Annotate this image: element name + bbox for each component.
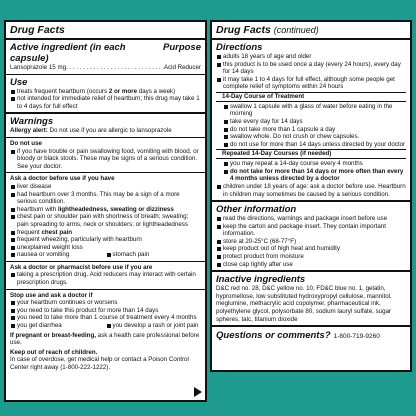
list-item: frequent chest pain xyxy=(10,229,201,237)
active-ingredient-heading: Active ingredient (in each capsule) xyxy=(10,42,126,64)
overdose-note: In case of overdose, get medical help or contact a Poison Control Center right away (1-800-222-1222). xyxy=(10,356,189,371)
continue-arrow-icon xyxy=(194,387,202,397)
purpose-heading: Purpose xyxy=(162,42,201,53)
use-section xyxy=(6,75,205,115)
list-item: it may take 1 to 4 days for full effect, although some people get complete relief of symptoms within 24 hours xyxy=(216,76,406,91)
inactive-ingredients-heading: Inactive ingredients xyxy=(216,274,306,286)
stop-use-heading: Stop use and ask a doctor if xyxy=(10,291,93,299)
list-item: chest pain or shoulder pain with shortness of breath; sweating; pain spreading to arms, neck or shoulders; or lightheadedness xyxy=(10,213,201,228)
pregnancy-note: If pregnant or breast-feeding, ask a health care professional before use. xyxy=(10,331,200,347)
list-item: taking a prescription drug. Acid reducers may interact with certain prescription drugs. xyxy=(10,271,201,286)
inactive-ingredients-section xyxy=(212,272,410,327)
repeat-heading: Repeated 14-Day Courses (if needed) xyxy=(216,149,406,159)
list-item: you get diarrhea xyxy=(10,322,106,330)
list-item: liver disease xyxy=(10,183,201,191)
ingredient-purpose: Acid Reducer xyxy=(163,64,201,71)
list-item: you need to take this product for more than 14 days xyxy=(10,307,201,315)
list-item: nausea or vomiting xyxy=(10,251,106,259)
list-item: do not take more than 1 capsule a day xyxy=(216,126,406,134)
list-item: keep product out of high heat and humidity xyxy=(216,245,406,253)
list-item: do not take for more than 14 days or more often than every 4 months unless directed by a doctor xyxy=(216,168,406,183)
other-information-heading: Other information xyxy=(216,204,297,216)
list-item: you may repeat a 14-day course every 4 months xyxy=(216,160,406,168)
ingredient-name: Lansoprazole 15 mg xyxy=(10,64,67,71)
list-item: frequent wheezing, particularly with heartburn xyxy=(10,236,201,244)
list-item: read the directions, warnings and package insert before use xyxy=(216,215,406,223)
list-item: had heartburn over 3 months. This may be a sign of a more serious condition. xyxy=(10,191,201,206)
questions-heading: Questions or comments? xyxy=(216,330,331,342)
ask-doctor-section xyxy=(6,173,205,262)
allergy-alert: Allergy alert: Do not use if you are allergic to lansoprazole xyxy=(10,127,172,135)
drug-facts-continued-title: Drug Facts (continued) xyxy=(212,22,410,40)
list-item: unexplained weight loss xyxy=(10,244,201,252)
list-item: swallow whole. Do not crush or chew capsules. xyxy=(216,133,406,141)
list-item: if you have trouble or pain swallowing food, vomiting with blood, or bloody or black stools. These may be signs of a serious condition. See your doctor. xyxy=(10,148,201,171)
warnings-section xyxy=(6,114,205,138)
list-item: close cap tightly after use xyxy=(216,261,406,269)
ask-doctor-heading: Ask a doctor before use if you have xyxy=(10,175,115,183)
do-not-use-heading: Do not use xyxy=(10,139,42,147)
other-information-section xyxy=(212,202,410,272)
drug-facts-continued-panel xyxy=(210,20,412,372)
questions-section xyxy=(212,327,410,344)
list-item: keep the carton and package insert. They contain important information. xyxy=(216,223,406,238)
ask-pharmacist-heading: Ask a doctor or pharmacist before use if you are xyxy=(10,263,153,271)
do-not-use-section xyxy=(6,138,205,173)
list-item: you need to take more than 1 course of treatment every 4 months xyxy=(10,314,201,322)
active-ingredient-section xyxy=(6,40,205,75)
warnings-heading: Warnings xyxy=(10,116,54,128)
list-item: you develop a rash or joint pain xyxy=(106,322,202,330)
drug-facts-panel xyxy=(4,20,207,402)
ask-pharmacist-section xyxy=(6,262,205,290)
list-item: not intended for immediate relief of heartburn; this drug may take 1 to 4 days for full effect xyxy=(10,95,201,110)
stop-use-section xyxy=(6,290,205,374)
course-heading: 14-Day Course of Treatment xyxy=(216,92,406,102)
list-item: swallow 1 capsule with a glass of water before eating in the morning xyxy=(216,103,406,118)
list-item: protect product from moisture xyxy=(216,253,406,261)
list-item: adults 18 years of age and older xyxy=(216,53,406,61)
list-item: children under 18 years of age: ask a doctor before use. Heartburn in children may sometimes be caused by a serious condition. xyxy=(216,183,406,198)
list-item: heartburn with lightheadedness, sweating or dizziness xyxy=(10,206,201,214)
list-item: stomach pain xyxy=(106,251,202,259)
ingredient-line xyxy=(10,64,201,72)
directions-section xyxy=(212,40,410,202)
list-item: store at 20-25°C (68-77°F) xyxy=(216,238,406,246)
list-item: this product is to be used once a day (every 24 hours), every day for 14 days xyxy=(216,61,406,76)
drug-facts-title: Drug Facts xyxy=(6,22,205,40)
list-item: your heartburn continues or worsens xyxy=(10,299,201,307)
inactive-ingredients-text: D&C red no. 28, D&C yellow no. 10, FD&C blue no. 1, gelatin, hypromellose, low substituted hydroxypropyl cellulose, mannitol, meglumine, methacrylic acid copolymer, pharmaceutical ink, polyethylene glycol, polysorbate 80, sodium lauryl sulfate, sugar spheres, talc, titanium dioxide xyxy=(216,285,392,323)
questions-phone: 1-800-719-9260 xyxy=(333,333,380,341)
directions-heading: Directions xyxy=(216,42,263,53)
list-item: do not use for more than 14 days unless directed by your doctor xyxy=(216,141,406,149)
list-item: treats frequent heartburn (occurs 2 or more days a week) xyxy=(10,88,201,96)
children-heading: Keep out of reach of children. xyxy=(10,348,98,356)
list-item: take every day for 14 days xyxy=(216,118,406,126)
use-heading: Use xyxy=(10,76,28,88)
